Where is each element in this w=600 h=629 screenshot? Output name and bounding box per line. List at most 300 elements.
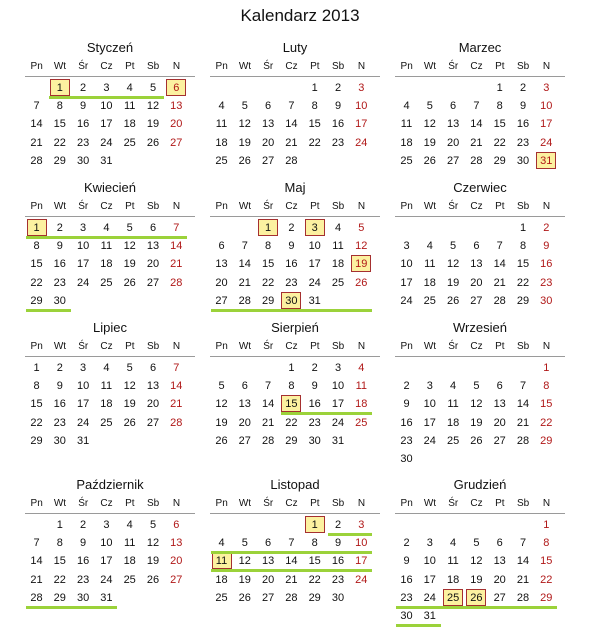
day-cell: 16 xyxy=(76,118,90,131)
month-name: Maj xyxy=(284,180,306,195)
day-cell: 9 xyxy=(334,100,342,113)
day-cell: 8 xyxy=(56,537,63,550)
weekday-label: Pt xyxy=(310,498,320,509)
day-cell: 8 xyxy=(265,240,272,253)
weekday-header xyxy=(210,58,380,77)
day-cell: 10 xyxy=(76,240,90,253)
month-name: Lipiec xyxy=(93,320,127,335)
weekday-label: Śr xyxy=(263,61,274,72)
day-cell: 19 xyxy=(423,136,436,149)
weekday-header xyxy=(395,198,565,217)
day-cell: 13 xyxy=(470,258,483,271)
weekday-label: Śr xyxy=(448,498,459,509)
day-cell: 27 xyxy=(446,154,460,167)
weekday-label: Sb xyxy=(147,201,160,212)
day-cell: 25 xyxy=(355,416,368,429)
day-cell: 2 xyxy=(334,82,342,94)
day-cell: 24 xyxy=(331,416,345,429)
day-cell: 6 xyxy=(149,362,157,374)
weekday-label: Śr xyxy=(78,201,89,212)
day-cell: 22 xyxy=(516,276,530,289)
day-cell: 31 xyxy=(423,610,436,622)
day-cell: 8 xyxy=(33,240,40,253)
day-cell: 4 xyxy=(103,362,110,374)
day-cell: 9 xyxy=(80,100,87,113)
day-cell: 29 xyxy=(493,154,506,167)
day-cell: 9 xyxy=(56,380,63,393)
day-cell: 25 xyxy=(100,416,113,429)
day-cell: 16 xyxy=(308,398,321,411)
weekday-label: Cz xyxy=(470,201,483,212)
day-cell: 14 xyxy=(493,258,506,271)
day-cell: 16 xyxy=(53,258,66,271)
day-cell: 17 xyxy=(76,398,90,411)
day-cell: 22 xyxy=(308,136,321,149)
day-cell: 18 xyxy=(100,258,113,271)
day-cell: 30 xyxy=(76,154,90,167)
day-cell: 10 xyxy=(355,537,368,550)
day-cell: 9 xyxy=(403,555,410,568)
day-cell: 20 xyxy=(493,573,506,586)
day-cell: 27 xyxy=(215,294,228,307)
day-cell: 23 xyxy=(308,416,321,429)
day-cell: 29 xyxy=(30,294,43,307)
day-cell: 26 xyxy=(446,294,460,307)
weekday-header xyxy=(210,338,380,357)
weekday-header xyxy=(210,198,380,217)
day-cell: 11 xyxy=(332,240,344,253)
day-cell: 21 xyxy=(170,398,183,411)
day-cell: 21 xyxy=(516,573,530,586)
day-cell: 2 xyxy=(56,362,63,374)
day-cell: 29 xyxy=(540,434,553,447)
day-cell: 17 xyxy=(355,118,368,131)
weekday-label: Wt xyxy=(238,61,252,72)
weekday-label: Wt xyxy=(423,341,437,352)
day-cell: 25 xyxy=(446,434,460,447)
day-cell: 8 xyxy=(543,380,550,393)
day-cell: 8 xyxy=(519,240,527,253)
day-cell: 12 xyxy=(238,555,251,568)
weekday-label: Wt xyxy=(53,201,67,212)
day-cell: 6 xyxy=(173,519,180,531)
day-cell: 14 xyxy=(170,240,183,253)
day-cell: 19 xyxy=(215,416,228,429)
day-cell: 11 xyxy=(215,118,228,131)
day-cell: 10 xyxy=(331,380,345,393)
day-cell: 16 xyxy=(53,398,66,411)
week-underline xyxy=(49,96,164,99)
day-cell: 2 xyxy=(80,82,87,94)
day-cell: 19 xyxy=(470,573,483,586)
day-cell: 14 xyxy=(285,555,298,568)
day-cell: 15 xyxy=(540,398,553,411)
weekday-label: N xyxy=(542,341,551,352)
day-cell: 22 xyxy=(285,416,298,429)
day-cell: 18 xyxy=(423,276,436,289)
day-cell: 24 xyxy=(423,591,436,604)
day-cell: 23 xyxy=(76,136,90,149)
day-cell: 12 xyxy=(123,240,136,253)
day-cell: 7 xyxy=(473,100,480,113)
month-name: Listopad xyxy=(270,477,320,492)
day-cell: 25 xyxy=(215,591,228,604)
month-name: Grudzień xyxy=(453,477,507,492)
month-block xyxy=(395,318,565,465)
weekday-label: Cz xyxy=(285,341,298,352)
day-cell: 17 xyxy=(355,555,368,568)
day-cell: 11 xyxy=(123,537,136,550)
weekday-label: N xyxy=(172,201,181,212)
day-cell: 10 xyxy=(423,398,436,411)
day-cell: 24 xyxy=(76,416,90,429)
day-cell: 18 xyxy=(400,136,413,149)
day-cell: 31 xyxy=(331,434,345,447)
weekday-label: Śr xyxy=(78,341,89,352)
day-cell: 28 xyxy=(30,591,43,604)
day-cell: 4 xyxy=(218,100,225,113)
weekday-label: Pn xyxy=(400,341,413,352)
weekday-header xyxy=(25,198,195,217)
weekday-label: Cz xyxy=(100,201,113,212)
day-cell: 2 xyxy=(56,222,63,234)
day-cell: 10 xyxy=(400,258,413,271)
day-cell: 26 xyxy=(123,416,136,429)
day-cell: 7 xyxy=(519,537,527,550)
weekday-label: Sb xyxy=(147,341,160,352)
weekday-label: Śr xyxy=(263,498,274,509)
day-cell: 16 xyxy=(331,118,345,131)
day-cell: 31 xyxy=(308,294,321,307)
weekday-label: Śr xyxy=(78,498,89,509)
day-cell: 7 xyxy=(265,380,272,393)
day-cell: 9 xyxy=(288,240,295,253)
day-cell: 19 xyxy=(146,118,160,131)
day-cell: 22 xyxy=(493,136,506,149)
day-cell: 1 xyxy=(33,362,40,374)
weekday-label: Pn xyxy=(400,61,413,72)
week-underline xyxy=(211,309,372,312)
day-cell: 18 xyxy=(100,398,113,411)
day-cell: 13 xyxy=(170,537,183,550)
day-cell: 22 xyxy=(30,416,43,429)
day-cell: 24 xyxy=(540,136,553,149)
day-cell: 3 xyxy=(80,362,87,374)
day-cell: 26 xyxy=(470,434,483,447)
day-cell: 12 xyxy=(123,380,136,393)
day-cell: 6 xyxy=(265,100,272,113)
weekday-label: Pn xyxy=(30,61,43,72)
day-cell: 1 xyxy=(311,82,318,94)
day-cell: 3 xyxy=(426,537,433,550)
weekday-label: Pn xyxy=(215,341,228,352)
day-cell: 13 xyxy=(146,380,160,393)
month-name: Czerwiec xyxy=(453,180,507,195)
day-cell: 12 xyxy=(446,258,460,271)
weekday-label: N xyxy=(172,61,181,72)
day-cell: 2 xyxy=(288,222,295,234)
weekday-header xyxy=(395,338,565,357)
day-cell: 14 xyxy=(238,258,251,271)
month-block xyxy=(395,38,565,167)
day-cell: 13 xyxy=(493,398,506,411)
day-cell: 18 xyxy=(446,416,460,429)
month-name: Styczeń xyxy=(86,40,134,55)
weekday-label: Śr xyxy=(448,201,459,212)
month-name: Sierpień xyxy=(271,320,319,335)
day-cell: 5 xyxy=(426,100,433,113)
day-cell: 24 xyxy=(308,276,321,289)
day-cell: 8 xyxy=(311,100,318,113)
day-cell: 28 xyxy=(261,434,275,447)
week-underline xyxy=(26,309,71,312)
weekday-label: Cz xyxy=(100,341,113,352)
day-cell: 3 xyxy=(426,380,433,393)
weekday-label: Pt xyxy=(495,201,505,212)
day-cell: 29 xyxy=(53,591,66,604)
day-cell: 29 xyxy=(285,434,298,447)
month-block xyxy=(25,38,195,167)
month-block xyxy=(25,178,195,307)
day-cell: 21 xyxy=(30,573,43,586)
day-cell: 5 xyxy=(473,537,480,550)
day-cell: 20 xyxy=(146,258,160,271)
weekday-header xyxy=(210,495,380,514)
weekday-label: Pn xyxy=(30,201,43,212)
weekday-label: Cz xyxy=(100,61,113,72)
day-cell: 14 xyxy=(470,118,483,131)
day-cell: 22 xyxy=(261,276,275,289)
weekday-label: Cz xyxy=(470,498,483,509)
day-cell: 7 xyxy=(33,100,40,113)
day-cell: 15 xyxy=(53,555,66,568)
day-cell: 11 xyxy=(100,240,113,253)
day-cell: 28 xyxy=(285,154,298,167)
day-cell: 29 xyxy=(261,294,275,307)
day-cell: 7 xyxy=(173,362,180,374)
month-block xyxy=(25,318,195,447)
day-cell: 21 xyxy=(470,136,483,149)
day-cell: 30 xyxy=(400,610,413,622)
weekday-label: Wt xyxy=(238,498,252,509)
week-underline xyxy=(396,606,557,609)
holiday-day: 6 xyxy=(166,79,186,96)
weekday-label: Pt xyxy=(125,341,135,352)
day-cell: 23 xyxy=(331,136,345,149)
weekday-label: N xyxy=(172,341,181,352)
day-cell: 20 xyxy=(261,136,275,149)
day-cell: 11 xyxy=(447,555,459,568)
day-cell: 5 xyxy=(358,222,365,234)
day-cell: 28 xyxy=(516,434,530,447)
month-block xyxy=(395,475,565,622)
weekday-header xyxy=(25,58,195,77)
day-cell: 30 xyxy=(540,294,553,307)
day-cell: 23 xyxy=(516,136,530,149)
weekday-label: Śr xyxy=(263,341,274,352)
day-cell: 18 xyxy=(446,573,460,586)
weekday-label: Wt xyxy=(423,61,437,72)
day-cell: 6 xyxy=(450,100,457,113)
day-cell: 18 xyxy=(215,573,228,586)
day-cell: 30 xyxy=(53,294,66,307)
day-cell: 16 xyxy=(516,118,530,131)
weekday-label: Cz xyxy=(285,498,298,509)
day-cell: 21 xyxy=(30,136,43,149)
day-cell: 27 xyxy=(261,154,275,167)
holiday-day: 11 xyxy=(212,552,232,569)
day-cell: 20 xyxy=(470,276,483,289)
day-cell: 22 xyxy=(53,573,66,586)
day-cell: 5 xyxy=(149,519,157,531)
day-cell: 10 xyxy=(76,380,90,393)
day-cell: 9 xyxy=(311,380,318,393)
day-cell: 14 xyxy=(285,118,298,131)
day-cell: 22 xyxy=(308,573,321,586)
day-cell: 21 xyxy=(170,258,183,271)
day-cell: 14 xyxy=(170,380,183,393)
day-cell: 19 xyxy=(238,136,251,149)
day-cell: 15 xyxy=(53,118,66,131)
day-cell: 7 xyxy=(288,537,295,550)
day-cell: 15 xyxy=(30,258,43,271)
day-cell: 30 xyxy=(516,154,530,167)
day-cell: 9 xyxy=(543,240,550,253)
day-cell: 15 xyxy=(308,118,321,131)
weekday-header xyxy=(395,495,565,514)
day-cell: 20 xyxy=(493,416,506,429)
month-name: Październik xyxy=(76,477,144,492)
day-cell: 27 xyxy=(170,136,183,149)
month-block xyxy=(210,318,380,447)
day-cell: 23 xyxy=(400,434,413,447)
day-cell: 1 xyxy=(496,82,503,94)
day-cell: 21 xyxy=(285,136,298,149)
day-cell: 12 xyxy=(146,100,160,113)
weekday-label: Sb xyxy=(517,498,530,509)
day-cell: 7 xyxy=(173,222,180,234)
day-cell: 31 xyxy=(100,591,113,604)
day-cell: 23 xyxy=(540,276,553,289)
day-cell: 22 xyxy=(540,416,553,429)
day-cell: 7 xyxy=(33,537,40,550)
day-cell: 18 xyxy=(123,555,136,568)
day-cell: 2 xyxy=(334,519,342,531)
day-cell: 17 xyxy=(540,118,553,131)
day-cell: 6 xyxy=(496,380,503,393)
day-cell: 6 xyxy=(473,240,480,253)
day-cell: 6 xyxy=(496,537,503,550)
day-cell: 10 xyxy=(540,100,553,113)
day-cell: 30 xyxy=(76,591,90,604)
day-cell: 23 xyxy=(400,591,413,604)
weekday-label: N xyxy=(357,61,366,72)
day-cell: 4 xyxy=(450,537,457,550)
day-cell: 13 xyxy=(261,555,275,568)
day-cell: 9 xyxy=(334,537,342,550)
day-cell: 5 xyxy=(473,380,480,393)
day-cell: 6 xyxy=(149,222,157,234)
day-cell: 28 xyxy=(516,591,530,604)
week-underline xyxy=(26,606,117,609)
day-cell: 19 xyxy=(238,573,251,586)
day-cell: 13 xyxy=(261,118,275,131)
weekday-label: Sb xyxy=(517,341,530,352)
day-cell: 1 xyxy=(288,362,295,374)
day-cell: 20 xyxy=(446,136,460,149)
day-cell: 26 xyxy=(146,573,160,586)
day-cell: 13 xyxy=(446,118,460,131)
day-cell: 27 xyxy=(470,294,483,307)
day-cell: 3 xyxy=(103,82,110,94)
day-cell: 2 xyxy=(403,537,410,550)
month-name: Wrzesień xyxy=(453,320,507,335)
weekday-label: Cz xyxy=(285,201,298,212)
day-cell: 4 xyxy=(450,380,457,393)
day-cell: 2 xyxy=(543,222,550,234)
day-cell: 21 xyxy=(516,416,530,429)
day-cell: 12 xyxy=(146,537,160,550)
weekday-label: Cz xyxy=(470,61,483,72)
day-cell: 18 xyxy=(215,136,228,149)
weekday-label: Sb xyxy=(517,201,530,212)
day-cell: 25 xyxy=(100,276,113,289)
month-name: Kwiecień xyxy=(83,180,137,195)
day-cell: 27 xyxy=(170,573,183,586)
weekday-label: N xyxy=(357,341,366,352)
day-cell: 26 xyxy=(423,154,436,167)
week-underline xyxy=(26,236,187,239)
day-cell: 9 xyxy=(80,537,87,550)
holiday-day: 1 xyxy=(258,219,278,236)
day-cell: 2 xyxy=(519,82,527,94)
day-cell: 25 xyxy=(400,154,413,167)
day-cell: 29 xyxy=(53,154,66,167)
weekday-label: Pn xyxy=(400,201,413,212)
weekday-label: Pn xyxy=(30,498,43,509)
day-cell: 13 xyxy=(215,258,228,271)
weekday-label: Pt xyxy=(125,498,135,509)
day-cell: 22 xyxy=(30,276,43,289)
day-cell: 27 xyxy=(261,591,275,604)
day-cell: 30 xyxy=(400,453,413,465)
day-cell: 28 xyxy=(170,276,183,289)
day-cell: 20 xyxy=(238,416,251,429)
day-cell: 16 xyxy=(76,555,90,568)
holiday-day: 1 xyxy=(305,516,325,533)
day-cell: 15 xyxy=(308,555,321,568)
day-cell: 24 xyxy=(355,136,368,149)
week-underline xyxy=(328,533,373,536)
day-cell: 19 xyxy=(146,555,160,568)
day-cell: 12 xyxy=(470,555,483,568)
weekday-label: Wt xyxy=(53,61,67,72)
day-cell: 15 xyxy=(493,118,506,131)
day-cell: 4 xyxy=(126,82,133,94)
day-cell: 11 xyxy=(447,398,459,411)
weekday-label: Wt xyxy=(423,201,437,212)
weekday-label: Śr xyxy=(263,201,274,212)
day-cell: 8 xyxy=(496,100,503,113)
week-underline xyxy=(281,412,372,415)
day-cell: 18 xyxy=(331,258,345,271)
weekday-label: Pt xyxy=(310,341,320,352)
weekday-label: Wt xyxy=(238,341,252,352)
day-cell: 1 xyxy=(519,222,527,234)
day-cell: 7 xyxy=(288,100,295,113)
month-name: Marzec xyxy=(458,40,502,55)
day-cell: 22 xyxy=(53,136,66,149)
